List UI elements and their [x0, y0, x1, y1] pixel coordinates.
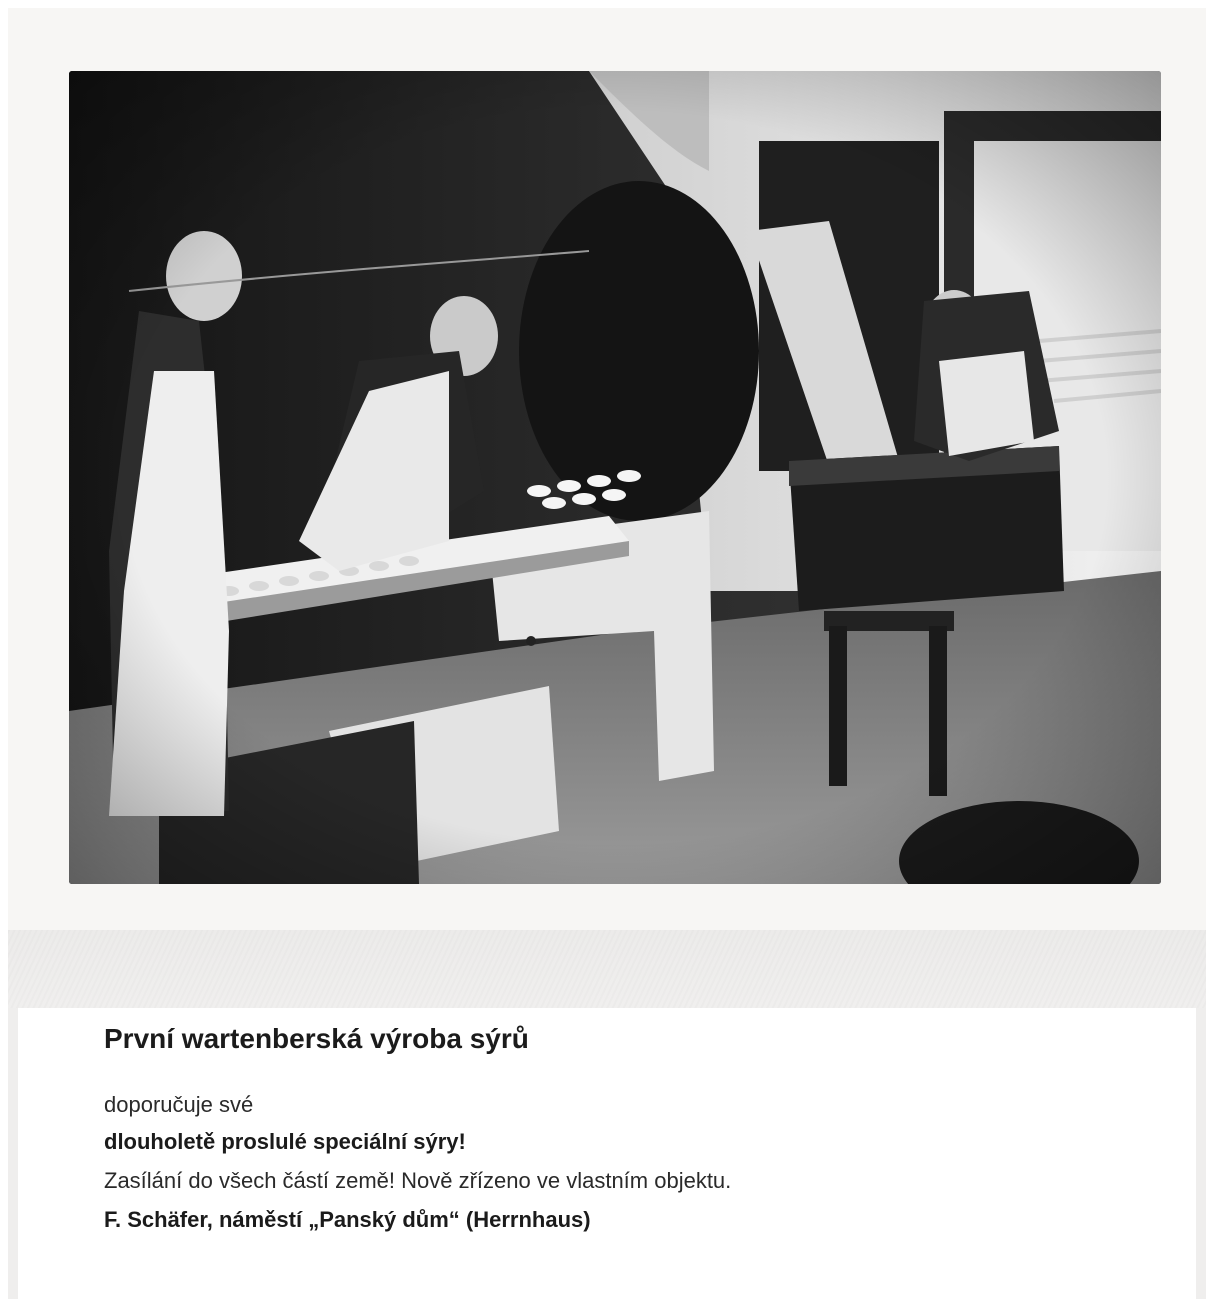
left-margin: [8, 1008, 18, 1299]
advert-title: První wartenberská výroba sýrů: [104, 1023, 529, 1054]
photo-panel: [8, 8, 1206, 930]
advert-line-3: Zasílání do všech částí země! Nově zřízeno ve vlastním objektu.: [104, 1168, 732, 1193]
paper-texture-strip: [8, 930, 1206, 1008]
advert-line-4: F. Schäfer, náměstí „Panský dům“ (Herrnhaus): [104, 1207, 591, 1232]
advert-line-1: doporučuje své: [104, 1092, 254, 1117]
advert-line-2: dlouholetě proslulé speciální sýry!: [104, 1129, 466, 1154]
factory-photo-illustration: [69, 71, 1161, 884]
archival-photo: [69, 71, 1161, 884]
advert-text-card: [18, 1008, 1196, 1299]
right-margin: [1196, 1008, 1206, 1299]
